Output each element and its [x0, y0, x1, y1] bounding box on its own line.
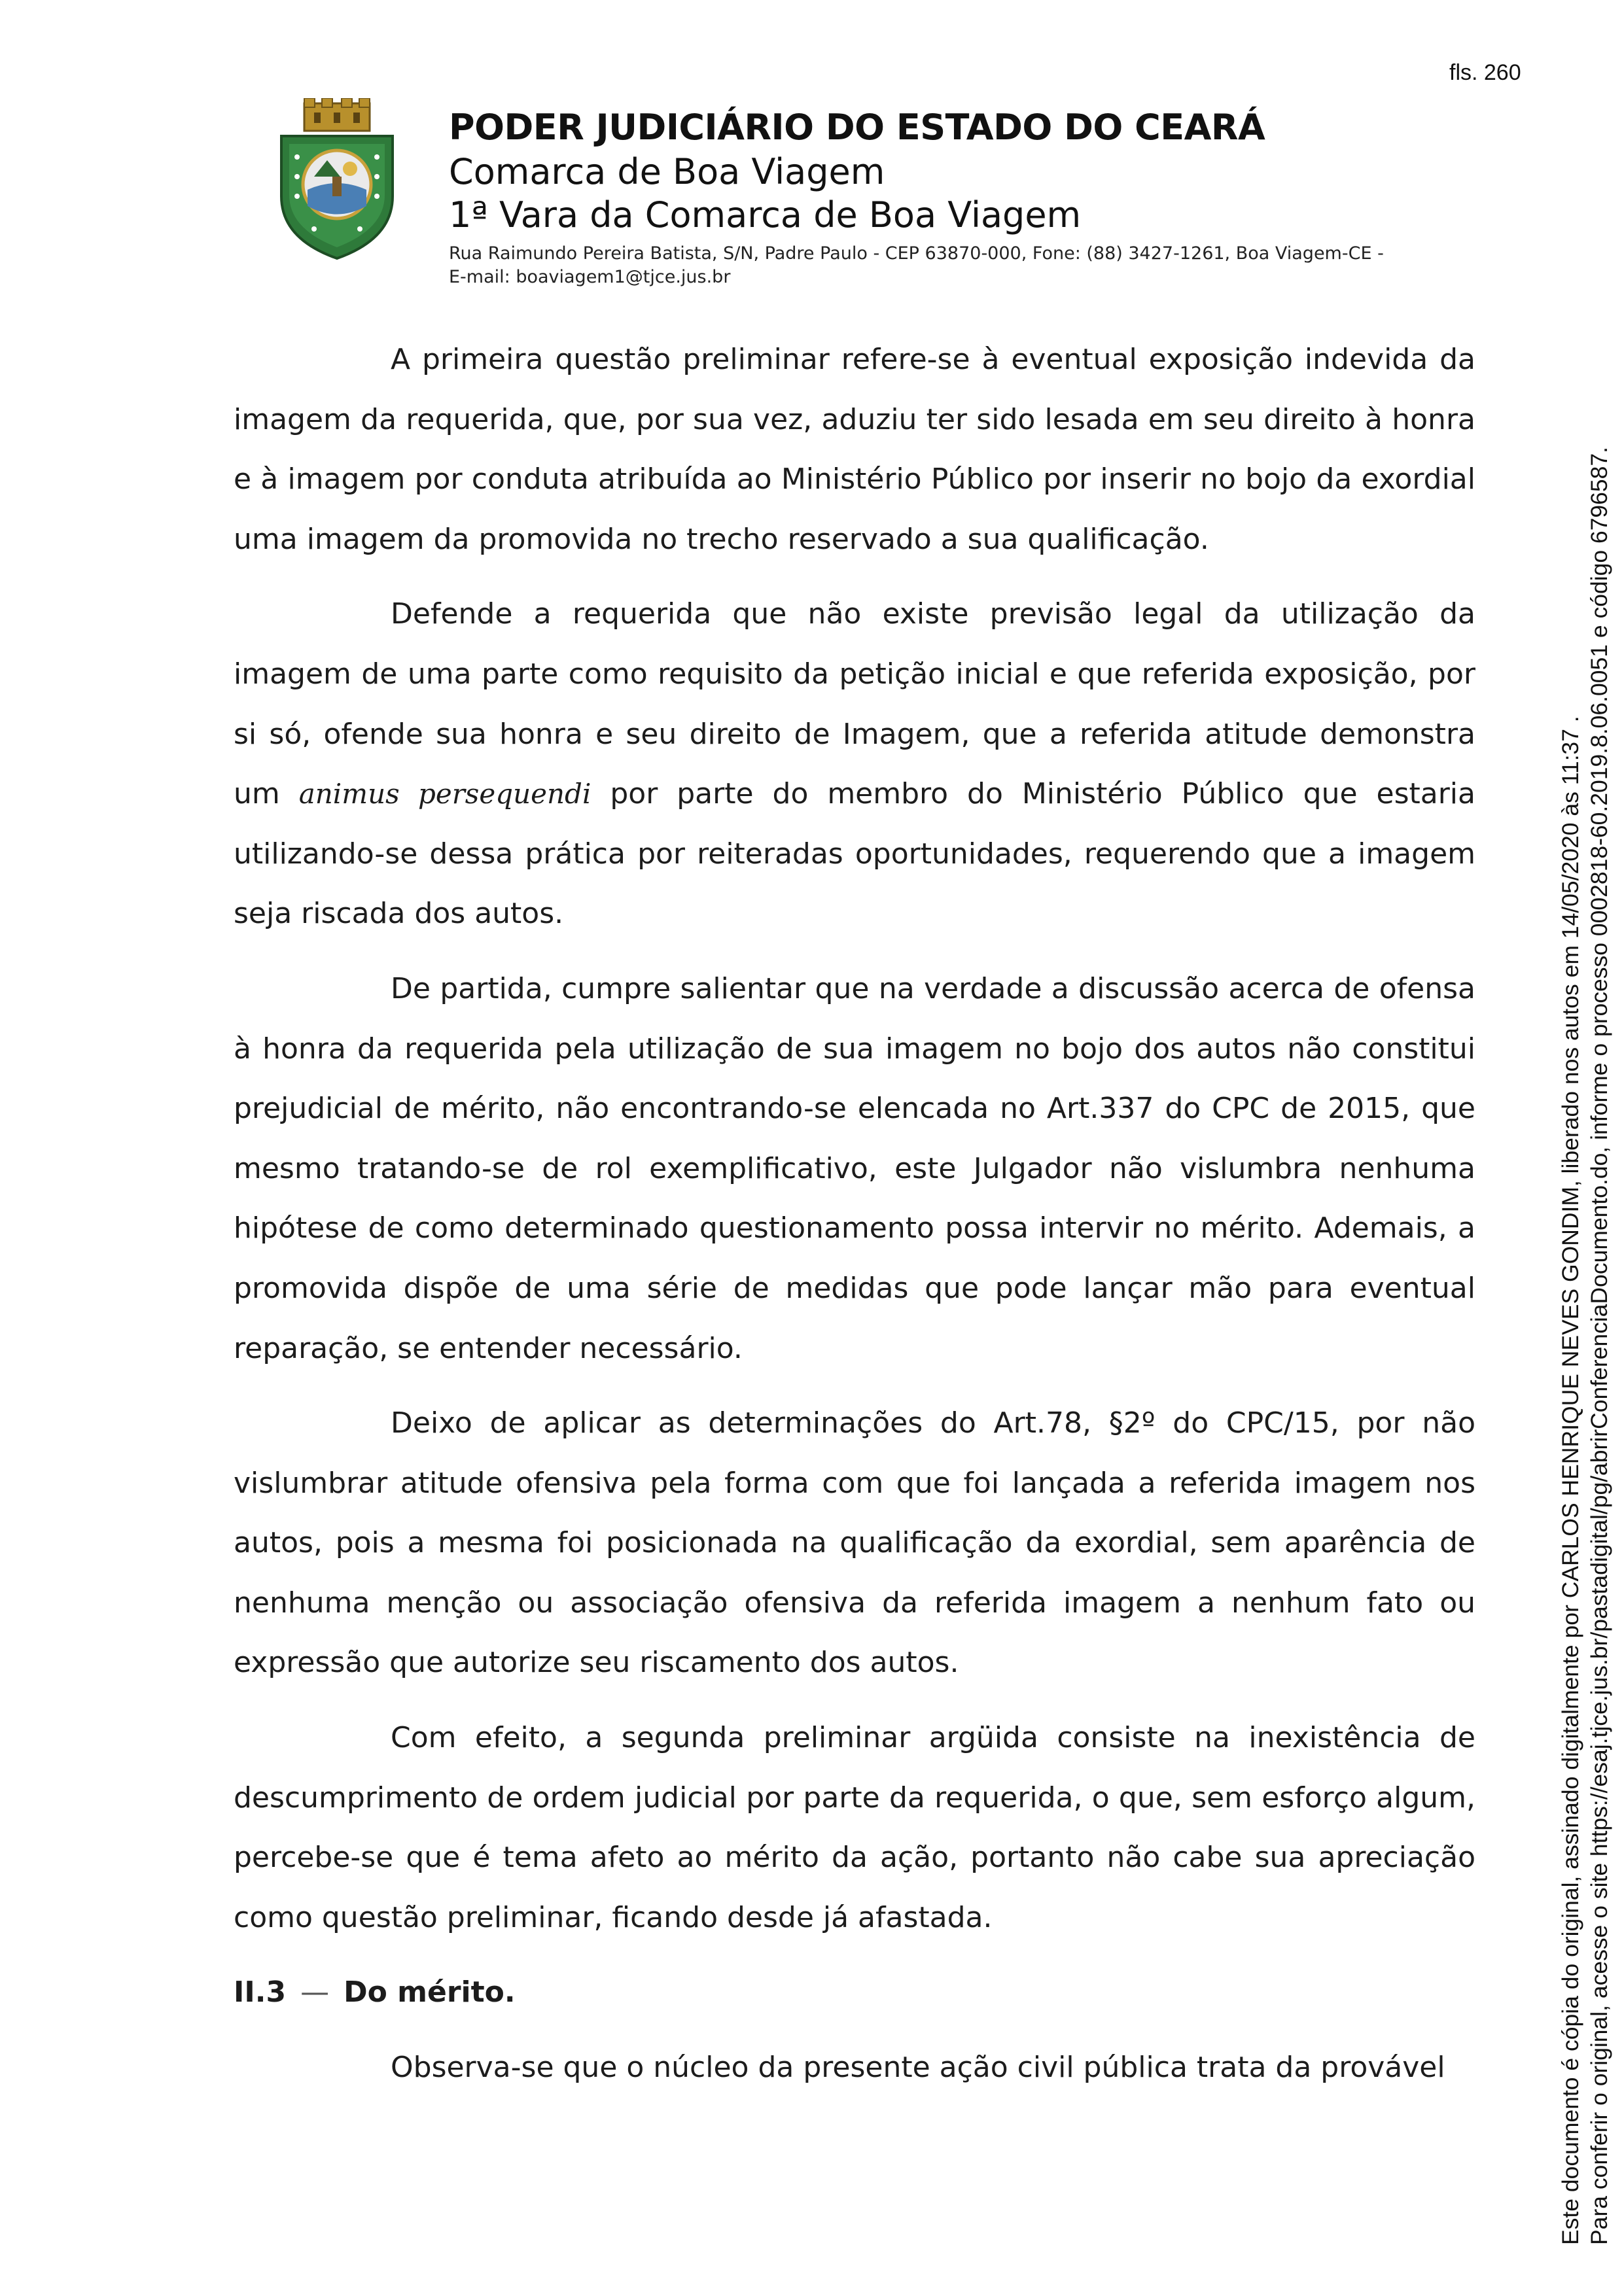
paragraph-1: A primeira questão preliminar refere-se à eventual exposição indevida da imagem da requerida, que, por sua vez, aduziu ter sido lesada em seu direito à honra e à imagem por conduta atribuída ao Ministério Público por inserir no bojo da exordial uma imagem da promovida no trecho reservado a sua qualificação. [234, 343, 1475, 556]
court-unit: 1ª Vara da Comarca de Boa Viagem [449, 194, 1082, 235]
address-line-1: Rua Raimundo Pereira Batista, S/N, Padre Paulo - CEP 63870-000, Fone: (88) 3427-1261, Boa Viagem-CE - [449, 243, 1384, 264]
paragraph-2-text-start: Defende a requerida que não existe previsão legal da utilização da imagem de uma parte como requisito da petição inicial e que referida exposição, por si só, ofende sua honra e seu direito de Imagem, que a referida atitude demonstra um [234, 597, 1475, 811]
page-number: fls. 260 [1449, 60, 1521, 85]
paragraph-2 [234, 584, 1475, 944]
signature-note-line-2: Para conferir o original, acesse o site https://esaj.tjce.jus.br/pastadigital/pg/abrirConferenciaDocumento.do, informe o processo 0002818-60.2019.8.06.0051 e código 6796587. [1586, 446, 1612, 2245]
latin-expression: animus persequendi [298, 778, 591, 810]
court-crest-icon [275, 98, 399, 262]
paragraph-5: Com efeito, a segunda preliminar argüida consiste na inexistência de descumprimento de ordem judicial por parte da requerida, o que, sem esforço algum, percebe-se que é tema afeto ao mérito da ação, portanto não cabe sua apreciação como questão preliminar, ficando desde já afastada. [234, 1721, 1475, 1934]
paragraph-6: Observa-se que o núcleo da presente ação civil pública trata da provável [391, 2051, 1445, 2085]
section-heading [234, 1962, 1475, 2023]
section-title: Do mérito. [344, 1975, 516, 2009]
section-number: II.3 [234, 1975, 287, 2009]
digital-signature-note [1556, 361, 1621, 2245]
court-name: PODER JUDICIÁRIO DO ESTADO DO CEARÁ [449, 107, 1265, 148]
document-body [234, 330, 1475, 2098]
paragraph-2-text-end: por parte do membro do Ministério Público que estaria utilizando-se dessa prática por reiteradas oportunidades, requerendo que a imagem seja riscada dos autos. [234, 777, 1475, 931]
district-name: Comarca de Boa Viagem [449, 151, 885, 192]
letterhead [449, 105, 1470, 289]
section-dash: — [300, 1975, 330, 2009]
court-address [449, 242, 1470, 289]
paragraph-4: Deixo de aplicar as determinações do Art.78, §2º do CPC/15, por não vislumbrar atitude ofensiva pela forma com que foi lançada a referida imagem nos autos, pois a mesma foi posicionada na qualificação da exordial, sem aparência de nenhuma menção ou associação ofensiva da referida imagem a nenhum fato ou expressão que autorize seu riscamento dos autos. [234, 1406, 1475, 1680]
address-line-2: E-mail: boaviagem1@tjce.jus.br [449, 267, 731, 287]
signature-note-line-1: Este documento é cópia do original, assinado digitalmente por CARLOS HENRIQUE NEVES GONDIM, liberado nos autos em 14/05/2020 às 11:37 . [1557, 716, 1583, 2245]
paragraph-3: De partida, cumpre salientar que na verdade a discussão acerca de ofensa à honra da requerida pela utilização de sua imagem no bojo dos autos não constitui prejudicial de mérito, não encontrando-se elencada no Art.337 do CPC de 2015, que mesmo tratando-se de rol exemplificativo, este Julgador não vislumbra nenhuma hipótese de como determinado questionamento possa intervir no mérito. Ademais, a promovida dispõe de uma série de medidas que pode lançar mão para eventual reparação, se entender necessário. [234, 971, 1475, 1365]
